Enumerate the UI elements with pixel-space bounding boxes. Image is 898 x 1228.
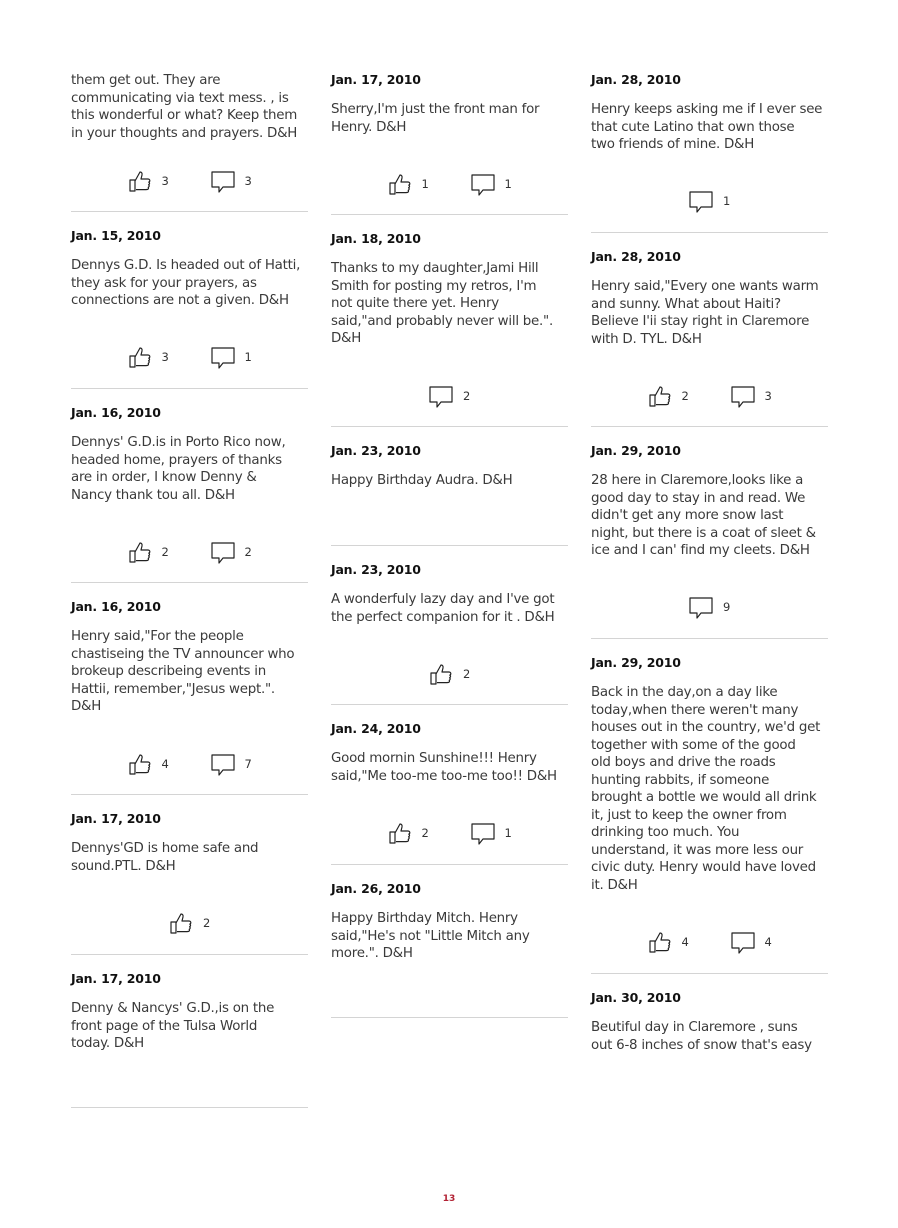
post-text: Henry said,"For the people chastiseing the TV announcer who brokeup describeing events in Hattii, remember,"Jesus wept.". D&H xyxy=(71,629,295,714)
like-count: 2 xyxy=(463,667,471,681)
post-date: Jan. 28, 2010 xyxy=(591,249,681,264)
speech-bubble-icon xyxy=(470,171,496,197)
divider xyxy=(331,426,568,427)
post-text: Dennys'GD is home safe and sound.PTL. D&H xyxy=(71,841,259,874)
reaction-bar xyxy=(71,167,308,195)
post-date: Jan. 15, 2010 xyxy=(71,228,161,243)
thumbs-up-icon xyxy=(647,929,673,955)
post-date: Jan. 17, 2010 xyxy=(331,72,421,87)
divider xyxy=(71,388,308,389)
reaction-bar xyxy=(591,382,828,410)
thumbs-up-icon xyxy=(647,383,673,409)
divider xyxy=(71,954,308,955)
divider xyxy=(71,582,308,583)
divider xyxy=(331,864,568,865)
divider xyxy=(71,794,308,795)
post-text: Back in the day,on a day like today,when there weren't many houses out in the country, we'd get together with some of the good old boys and drive the roads hunting rabbits, if someone brought a bottle we would all drink it, just to keep the owner from drinking too much. You understand, it was more less our civic duty. Henry would have loved it. D&H xyxy=(591,685,821,893)
divider xyxy=(331,545,568,546)
speech-bubble-icon xyxy=(730,383,756,409)
divider xyxy=(591,232,828,233)
speech-bubble-icon xyxy=(428,383,454,409)
comment-count: 1 xyxy=(504,177,512,191)
reaction-bar xyxy=(591,928,828,956)
like-count: 2 xyxy=(421,826,429,840)
thumbs-up-icon xyxy=(127,539,153,565)
post-text: them get out. They are communicating via text mess. , is this wonderful or what? Keep them in your thoughts and prayers. D&H xyxy=(71,73,298,141)
comment-count: 1 xyxy=(723,194,731,208)
comment-count: 7 xyxy=(244,757,252,771)
like-button[interactable] xyxy=(647,928,690,956)
speech-bubble-icon xyxy=(688,188,714,214)
like-count: 3 xyxy=(161,350,169,364)
comment-button[interactable] xyxy=(210,343,253,371)
post-date: Jan. 28, 2010 xyxy=(591,72,681,87)
post-date: Jan. 17, 2010 xyxy=(71,811,161,826)
like-count: 2 xyxy=(161,545,169,559)
comment-button[interactable] xyxy=(730,382,773,410)
thumbs-up-icon xyxy=(127,751,153,777)
thumbs-up-icon xyxy=(387,820,413,846)
thumbs-up-icon xyxy=(428,661,454,687)
comment-button[interactable] xyxy=(210,167,253,195)
like-button[interactable] xyxy=(387,819,430,847)
post-date: Jan. 18, 2010 xyxy=(331,231,421,246)
comment-button[interactable] xyxy=(210,750,253,778)
post-date: Jan. 16, 2010 xyxy=(71,405,161,420)
reaction-bar xyxy=(331,382,568,410)
speech-bubble-icon xyxy=(470,820,496,846)
post-date: Jan. 29, 2010 xyxy=(591,655,681,670)
like-count: 4 xyxy=(161,757,169,771)
post-date: Jan. 16, 2010 xyxy=(71,599,161,614)
comment-button[interactable] xyxy=(470,170,513,198)
comment-count: 4 xyxy=(764,935,772,949)
post-text: Henry keeps asking me if I ever see that cute Latino that own those two friends of mine. D&H xyxy=(591,102,823,152)
comment-count: 2 xyxy=(463,389,471,403)
post-date: Jan. 24, 2010 xyxy=(331,721,421,736)
divider xyxy=(71,211,308,212)
like-button[interactable] xyxy=(127,750,170,778)
reaction-bar xyxy=(71,909,308,937)
comment-count: 3 xyxy=(764,389,772,403)
post-text: Beutiful day in Claremore , suns out 6-8 inches of snow that's easy xyxy=(591,1020,812,1053)
post-date: Jan. 23, 2010 xyxy=(331,443,421,458)
post-text: Happy Birthday Audra. D&H xyxy=(331,473,513,488)
like-count: 3 xyxy=(161,174,169,188)
thumbs-up-icon xyxy=(168,910,194,936)
comment-button[interactable] xyxy=(688,593,731,621)
thumbs-up-icon xyxy=(387,171,413,197)
post-text: Good mornin Sunshine!!! Henry said,"Me too-me too-me too!! D&H xyxy=(331,751,557,784)
like-count: 2 xyxy=(203,916,211,930)
like-button[interactable] xyxy=(127,167,170,195)
comment-button[interactable] xyxy=(688,187,731,215)
comment-count: 3 xyxy=(244,174,252,188)
comment-button[interactable] xyxy=(470,819,513,847)
comment-count: 1 xyxy=(504,826,512,840)
reaction-bar xyxy=(331,170,568,198)
post-text: Henry said,"Every one wants warm and sunny. What about Haiti? Believe I'ii stay right in Claremore with D. TYL. D&H xyxy=(591,279,819,347)
speech-bubble-icon xyxy=(210,751,236,777)
reaction-bar xyxy=(591,187,828,215)
reaction-bar xyxy=(331,819,568,847)
divider xyxy=(71,1107,308,1108)
post-text: Dennys' G.D.is in Porto Rico now, headed home, prayers of thanks are in order, I know Denny & Nancy thank tou all. D&H xyxy=(71,435,286,503)
reaction-bar xyxy=(71,343,308,371)
comment-button[interactable] xyxy=(730,928,773,956)
post-text: Sherry,I'm just the front man for Henry. D&H xyxy=(331,102,540,135)
post-text: Dennys G.D. Is headed out of Hatti, they ask for your prayers, as connections are not a given. D&H xyxy=(71,258,301,308)
divider xyxy=(331,214,568,215)
post-date: Jan. 17, 2010 xyxy=(71,971,161,986)
divider xyxy=(331,704,568,705)
speech-bubble-icon xyxy=(688,594,714,620)
post-text: 28 here in Claremore,looks like a good day to stay in and read. We didn't get any more snow last night, but there is a coat of sleet & ice and I can' find my cleets. D&H xyxy=(591,473,816,558)
like-button[interactable] xyxy=(387,170,430,198)
divider xyxy=(591,426,828,427)
comment-count: 2 xyxy=(244,545,252,559)
speech-bubble-icon xyxy=(210,344,236,370)
like-button[interactable] xyxy=(127,343,170,371)
like-count: 2 xyxy=(681,389,689,403)
reaction-bar xyxy=(71,750,308,778)
reaction-bar xyxy=(331,660,568,688)
page-number: 13 xyxy=(442,1194,456,1204)
post-text: Thanks to my daughter,Jami Hill Smith for posting my retros, I'm not quite there yet. Henry said,"and probably never will be.". D&H xyxy=(331,261,553,346)
divider xyxy=(591,973,828,974)
comment-button[interactable] xyxy=(210,538,253,566)
post-date: Jan. 26, 2010 xyxy=(331,881,421,896)
comment-button[interactable] xyxy=(428,382,471,410)
like-button[interactable] xyxy=(428,660,471,688)
thumbs-up-icon xyxy=(127,168,153,194)
speech-bubble-icon xyxy=(730,929,756,955)
reaction-bar xyxy=(591,593,828,621)
like-count: 4 xyxy=(681,935,689,949)
comment-count: 1 xyxy=(244,350,252,364)
thumbs-up-icon xyxy=(127,344,153,370)
like-button[interactable] xyxy=(168,909,211,937)
speech-bubble-icon xyxy=(210,539,236,565)
post-date: Jan. 23, 2010 xyxy=(331,562,421,577)
post-text: Denny & Nancys' G.D.,is on the front page of the Tulsa World today. D&H xyxy=(71,1001,275,1051)
divider xyxy=(331,1017,568,1018)
like-button[interactable] xyxy=(647,382,690,410)
post-text: A wonderfuly lazy day and I've got the perfect companion for it . D&H xyxy=(331,592,555,625)
post-date: Jan. 29, 2010 xyxy=(591,443,681,458)
like-count: 1 xyxy=(421,177,429,191)
like-button[interactable] xyxy=(127,538,170,566)
post-text: Happy Birthday Mitch. Henry said,"He's not "Little Mitch any more.". D&H xyxy=(331,911,530,961)
comment-count: 9 xyxy=(723,600,731,614)
reaction-bar xyxy=(71,538,308,566)
post-date: Jan. 30, 2010 xyxy=(591,990,681,1005)
divider xyxy=(591,638,828,639)
speech-bubble-icon xyxy=(210,168,236,194)
